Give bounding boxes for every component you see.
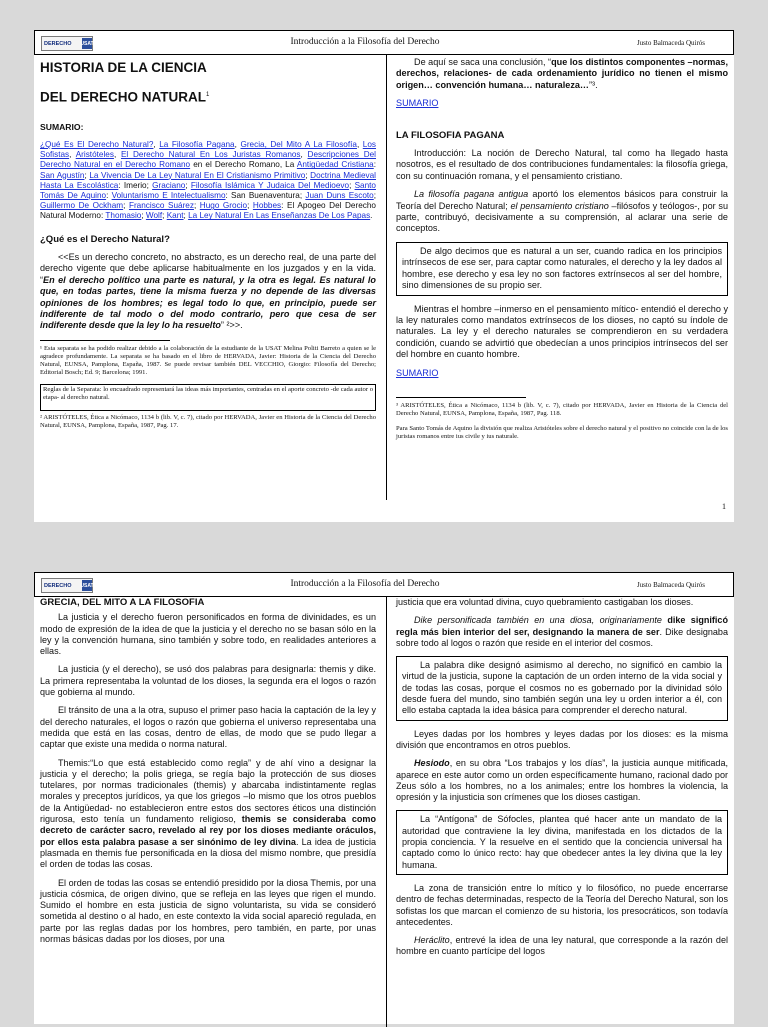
footnote: ³ ARISTÓTELES, Ética a Nicómaco, 1134 b (lib. V, c. 7), citado por HERVADA, Javier en Historia de la Ciencia del Derecho Natural, EUNSA, Pamplona, España, 1987, Pag. 118.: [396, 401, 728, 417]
footnote: ¹ Esta separata se ha podido realizar debido a la colaboración de la estudiante de la USAT Melina Politi Barreto a quien se le agradece profundamente. La separata se ha basado en el libro de HERVADA, Javier: Historia de la Ciencia del Derecho Natural, EUNSA, Pamplona, España, 1987. Se puede revisar también DEL VECCHIO, Giorgio: Filosofía del Derecho; Editorial Bosch; Ed. 9; Barcelona; 1991.: [40, 344, 376, 376]
sumario-link[interactable]: Filosofía Islámica Y Judaica Del Medioevo: [190, 180, 350, 190]
sumario-link[interactable]: Santo Tomás De Aquino: [40, 180, 376, 200]
key-idea-box: La “Antígona” de Sófocles, plantea qué hacer ante un mandato de la autoridad que contraviene la ley divina, manifestada en los dictados de la propia conciencia. Y la resuelve en el sentido que la conciencia universal ha captado como lo único recto: hay que obedecer antes la ley divina que la ley humana.: [396, 810, 728, 874]
footnote: ² ARISTÓTELES, Ética a Nicómaco, 1134 b (lib. V, c. 7), citado por HERVADA, Javier en Historia de la Ciencia del Derecho Natural, EUNSA, Pamplona, España, 1987, Pag. 17.: [40, 413, 376, 429]
page-number: 1: [722, 502, 726, 511]
sumario-link[interactable]: ¿Qué Es El Derecho Natural?: [40, 139, 154, 149]
sumario-link[interactable]: Kant: [166, 211, 184, 221]
sumario-link[interactable]: Aristóteles: [75, 150, 114, 160]
section-heading: GRECIA, DEL MITO A LA FILOSOFIA: [40, 597, 205, 608]
left-column: [40, 58, 376, 437]
footnote-rule: [396, 397, 526, 398]
body-paragraph: Leyes dadas por los hombres y leyes dadas por los dioses: es la misma división que encontramos en otros pueblos.: [396, 728, 728, 750]
header-title: Introducción a la Filosofía del Derecho: [290, 579, 440, 589]
sumario-link[interactable]: La Ley Natural En Las Enseñanzas De Los Papas: [188, 211, 371, 221]
document-title-line1: HISTORIA DE LA CIENCIA: [40, 60, 207, 75]
sumario-label: SUMARIO:: [40, 121, 84, 132]
document-page-2: [34, 572, 734, 1024]
key-idea-box: De algo decimos que es natural a un ser, cuando radica en los principios intrínsecos de ese ser, para captar como naturales, el derecho y la ley dados al hombre, ese derecho y esa ley no son factores extrínsecos al ser del hombre, sino dimensiones de su propio ser.: [396, 242, 728, 296]
sumario-link[interactable]: SUMARIO: [396, 367, 439, 378]
body-paragraph: Themis:“Lo que está establecido como regla” y de ahí vino a designar la justicia y el derecho; la polis griega, se regía bajo la protección de sus dioses tutelares, por normas tradicionales (themis) y abarcaba indistintamente reglas morales y preceptos jurídicos, ya que los griegos –lo mismo que los otros pueblos de la Antigüedad- no establecieron entre estos dos sectores éticos una distinción rigurosa, esto tenía un fundamento religioso, themis se consideraba como decreto de carácter sacro, revelado al rey por los dioses mediante oráculos, por ellos esta palabra pasase a ser sinónimo de ley divina. La idea de justicia plasmada en themis fue personificada en la diosa del mismo nombre, que presidía el orden de todas las cosas.: [40, 757, 376, 870]
sumario-link[interactable]: Wolf: [145, 211, 163, 221]
university-logo: [41, 36, 93, 51]
page-header: [34, 572, 734, 597]
sumario-link[interactable]: Thomasio: [105, 211, 142, 221]
logo-wordmark: DERECHO: [44, 582, 72, 589]
page-header: [34, 30, 734, 55]
body-paragraph: La zona de transición entre lo mítico y lo filosófico, no puede encerrarse dentro de fechas determinadas, respecto de la Teoría del Derecho Natural, son los sofistas los que marcan el comienzo de su historia, los presocráticos, son todavía antecedentes.: [396, 882, 728, 927]
column-divider: [386, 597, 387, 1027]
sumario-link[interactable]: Juan Duns Escoto: [305, 190, 374, 200]
shield-icon: USAT: [82, 38, 92, 49]
body-paragraph: Hesiodo, en su obra “Los trabajos y los días”, la justicia aunque mitificada, aparece en este autor como un orden específicamente humano, racional dado por Zeus sólo a los hombres, no a los animales; entre los hombres la violencia, la opresión y la injusticia son crímenes que los dioses castigan.: [396, 758, 728, 803]
right-column: [396, 597, 728, 965]
sumario-link[interactable]: La Filosofía Pagana: [159, 139, 235, 149]
title-footnote-ref: 1: [206, 92, 210, 98]
sumario-link[interactable]: Doctrina Medieval Hasta La Escolástica: [40, 170, 377, 190]
body-paragraph: <<Es un derecho concreto, no abstracto, es un derecho real, de una parte del derecho vigente que debe aplicarse habitualmente en los juzgados y en la vida. “En el derecho político una parte es natural, y la otra es legal. Es natural lo que, en todas partes, tiene la misma fuerza y no depende de las diversas opiniones de los hombres; es legal todo lo que, en principio, puede ser indiferente de tal modo o del modo contrario, pero que cesa de ser indiferente desde que la ley lo ha resuelto” ²>>.: [40, 251, 376, 331]
header-author: Justo Balmaceda Quirós: [636, 581, 705, 589]
aristotle-quote: En el derecho político una parte es natural, y la otra es legal. Es natural lo que, en todas partes, tiene la misma fuerza y no depende de las diversas opiniones de los hombres; es legal todo lo que, en principio, puede ser indiferente de tal modo o del modo contrario, pero que cesa de ser indiferente desde que la ley lo ha resuelto: [40, 274, 376, 331]
sumario-link[interactable]: Los Sofistas: [40, 139, 376, 160]
body-paragraph: Mientras el hombre –inmerso en el pensamiento mítico- entendió el derecho y la ley naturales como mandatos extrínsecos de los dioses, no captó su índole de naturales. La ley y el derecho naturales se comprendieron en su verdadera condición, cuando se advirtió que obedecían a unos principios intrínsecos del ser del hombre en cuanto hombre.: [396, 303, 728, 360]
shield-icon: USAT: [82, 580, 92, 591]
sumario-link[interactable]: Graciano: [152, 180, 186, 190]
body-paragraph: El tránsito de una a la otra, supuso el primer paso hacia la captación de la ley y del derecho naturales, el logos o razón que gobierna el universo representaba una medida que está en las cosas, dentro de ellas, de modo que se pudo llegar a captar que existe una medida o norma natural.: [40, 705, 376, 750]
sumario-link[interactable]: Descripciones Del Derecho Natural en el Derecho Romano: [40, 150, 376, 170]
document-page-1: [34, 30, 734, 522]
footnote-rule: [40, 340, 170, 341]
document-title-line2: DEL DERECHO NATURAL$^1$: [40, 89, 210, 105]
university-logo: [41, 578, 93, 593]
body-paragraph: La justicia (y el derecho), se usó dos palabras para designarla: themis y dike. La primera representaba la voluntad de los dioses, la segunda era el logos o razón que gobierna al mundo.: [40, 664, 376, 698]
rules-box: Reglas de la Separata: lo encuadrado representará las ideas más importantes, centradas en el aporte concreto -de cada autor o etapa- al derecho natural.: [40, 384, 376, 411]
sumario-list: ¿Qué Es El Derecho Natural?, La Filosofía Pagana, Grecia, Del Mito A La Filosofía, Los Sofistas, Aristóteles, El Derecho Natural En Los Juristas Romanos, Descripciones Del Derecho Natural en el Derecho Romano en el Derecho Romano, La Antigüedad Cristiana: San Agustín; La Vivencia De La Ley Natural En El Cristianismo Primitivo; Doctrina Medieval Hasta La Escolástica: Imerio; Graciano; Filosofía Islámica Y Judaica Del Medioevo; Santo Tomás De Aquino: Voluntarismo E Intelectualismo: San Buenaventura; Juan Duns Escoto; Guillermo De Ockham; Francisco Suárez; Hugo Grocio; Hobbes: El Apogeo Del Derecho Natural Moderno: Thomasio; Wolf; Kant; La Ley Natural En Las Enseñanzas De Los Papas.: [40, 139, 377, 221]
column-divider: [386, 55, 387, 500]
body-paragraph: Introducción: La noción de Derecho Natural, tal como ha llegado hasta nosotros, es el resultado de dos contribuciones fundamentales: la filosofía griega, con su continuación romana, y el pensamiento cristiano.: [396, 148, 728, 181]
footnote: Para Santo Tomás de Aquino la división que realiza Aristóteles sobre el derecho natural y el positivo no coincide con la de los juristas romanos entre ius civile y ius naturale.: [396, 424, 728, 440]
left-column: [40, 597, 376, 952]
section-heading: ¿Qué es el Derecho Natural?: [40, 233, 170, 245]
body-paragraph: Dike personificada también en una diosa, originariamente dike significó regla más bien interior del ser, designando la manera de ser. Dike designaba sobre todo al logos o razón que reside en el interior del cosmos.: [396, 615, 728, 648]
sumario-link[interactable]: Grecia, Del Mito A La Filosofía: [240, 139, 357, 149]
body-paragraph: La justicia y el derecho fueron personificados en forma de divinidades, es un modo de expresión de la idea de que la justicia y el derecho no se basan sólo en la ley y la convención humana, sino también y sobre todo, en realidades anteriores a ellas.: [40, 612, 376, 657]
sumario-link[interactable]: Voluntarismo E Intelectualismo: [111, 190, 226, 200]
section-heading: LA FILOSOFIA PAGANA: [396, 129, 505, 141]
sumario-link[interactable]: Antigüedad Cristiana: [296, 160, 374, 170]
sumario-link[interactable]: SUMARIO: [396, 98, 439, 109]
sumario-link[interactable]: El Derecho Natural En Los Juristas Romanos: [120, 150, 301, 160]
body-paragraph: El orden de todas las cosas se entendió presidido por la diosa Themis, por una justicia cósmica, de origen divino, que se refleja en las leyes que rigen el mundo. Sumido el hombre en esta justicia de signo voluntarista, su vida se consideró sometida al destino o al hado, en este contexto la vida social apareció regulada, en parte por las reglas dadas por los hombres, pero también, en parte, por unas normas básicas dadas por los dioses, por una: [40, 877, 376, 945]
sumario-link[interactable]: San Agustín: [40, 170, 85, 180]
sumario-link[interactable]: Hugo Grocio: [199, 201, 248, 211]
right-column: [396, 57, 728, 448]
sumario-link[interactable]: Hobbes: [252, 201, 282, 211]
body-paragraph: De aquí se saca una conclusión, “que los distintos componentes –normas, derechos, relaciones- de cada ordenamiento jurídico no tienen el mismo origen… convención humana… naturaleza…”³.: [396, 57, 728, 90]
sumario-link[interactable]: La Vivencia De La Ley Natural En El Cristianismo Primitivo: [89, 170, 306, 180]
header-author: Justo Balmaceda Quirós: [636, 39, 705, 47]
body-paragraph: La filosofía pagana antigua aportó los elementos básicos para construir la Teoría del Derecho Natural; el pensamiento cristiano –filósofos y teólogos-, por su parte, contribuyó, decisivamente a su comprensión, al aclarar una serie de conceptos.: [396, 189, 729, 234]
sumario-link[interactable]: Guillermo De Ockham: [40, 201, 124, 211]
key-idea-box: La palabra dike designó asimismo al derecho, no significó en cambio la virtud de la justicia, supone la captación de un orden interno de la vida social y de todas las cosas, porque el cosmos no es gobernado por la divinidad sólo desde fuera del mundo, sino también según una ley u orden interior a él, con ello estaba captada la idea básica para comprender el derecho natural.: [396, 656, 728, 720]
logo-wordmark: DERECHO: [44, 40, 72, 47]
body-paragraph: justicia que era voluntad divina, cuyo quebramiento castigaban los dioses.: [396, 597, 694, 607]
header-title: Introducción a la Filosofía del Derecho: [290, 37, 440, 47]
sumario-link[interactable]: Francisco Suárez: [128, 201, 194, 211]
body-paragraph: Heráclito, entrevé la idea de una ley natural, que corresponde a la razón del hombre en cuanto partícipe del logos: [396, 935, 728, 957]
